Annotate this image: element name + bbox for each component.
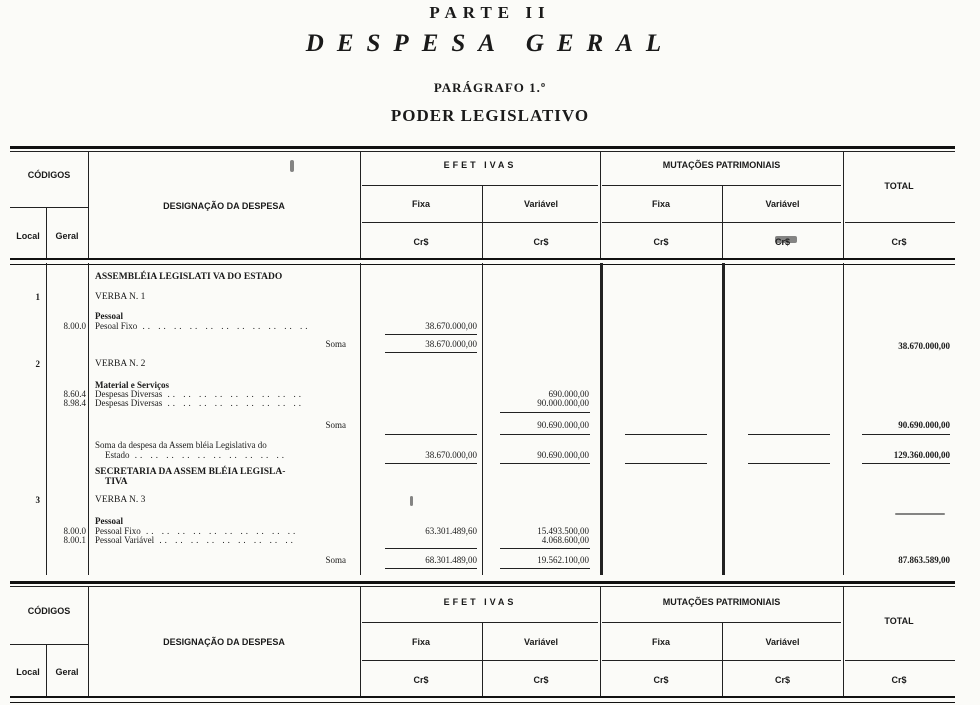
pessoal-fixo-code: 8.00.0 (63, 321, 86, 331)
pv3-code: 8.00.1 (63, 535, 86, 545)
pessoal-fixo-fixa: 38.670.000,00 (425, 321, 477, 331)
mutacoes-label: MUTAÇÕES PATRIMONIAIS (662, 160, 781, 170)
assembleia-heading: ASSEMBLÉIA LEGISLATI VA DO ESTADO (95, 272, 283, 282)
desp1-label: Despesas Diversas .. .. .. .. .. .. .. .. .. (95, 389, 304, 399)
currency-variavel: Cr$ (533, 237, 549, 247)
pf3-code: 8.00.0 (63, 526, 86, 536)
soma2-label: Soma (325, 420, 346, 430)
fixa-label: Fixa (411, 199, 430, 209)
fixa-label-2: Fixa (411, 637, 430, 647)
soma2-total: 90.690.000,00 (898, 420, 950, 430)
soma-assembleia-variavel: 90.690.000,00 (537, 450, 589, 460)
variavel-label-2: Variável (523, 637, 559, 647)
desp2-code: 8.98.4 (63, 398, 86, 408)
mut-fixa-label-2: Fixa (651, 637, 670, 647)
desp1-code: 8.60.4 (63, 389, 86, 399)
soma3-fixa: 68.301.489,00 (425, 555, 477, 565)
currency-mut-fixa-2: Cr$ (653, 675, 669, 685)
part-title: PARTE II (429, 3, 551, 22)
local-label-2: Local (16, 667, 40, 677)
efetivas-label-2: EFET IVAS (443, 597, 517, 607)
codigos-label-2: CÓDIGOS (27, 606, 71, 616)
paragraph-title: PARÁGRAFO 1.º (433, 80, 547, 95)
geral-label: Geral (55, 231, 79, 241)
scan-smudge (290, 160, 294, 172)
currency-fixa: Cr$ (413, 237, 429, 247)
efetivas-label: EFET IVAS (443, 160, 517, 170)
soma1-fixa: 38.670.000,00 (425, 339, 477, 349)
variavel-label: Variável (523, 199, 559, 209)
currency-mut-fixa: Cr$ (653, 237, 669, 247)
desp2-label: Despesas Diversas .. .. .. .. .. .. .. .. .. (95, 398, 304, 408)
pessoal-fixo-label: Pesoal Fixo .. .. .. .. .. .. .. .. .. .. .. (95, 321, 311, 331)
designacao-label: DESIGNAÇÃO DA DESPESA (163, 201, 285, 211)
geral-label-2: Geral (55, 667, 79, 677)
pf3-fixa: 63.301.489,60 (425, 526, 477, 536)
pv3-label: Pessoal Variável .. .. .. .. .. .. .. .. .. (95, 535, 296, 545)
mut-variavel-label: Variável (765, 199, 800, 209)
currency-fixa-2: Cr$ (413, 675, 429, 685)
verba2-local: 2 (35, 359, 40, 369)
total-label: TOTAL (884, 181, 914, 191)
soma1-total: 38.670.000,00 (898, 341, 950, 351)
verba3-local: 3 (35, 495, 40, 505)
secretaria-heading-line2: TIVA (105, 477, 128, 487)
verba1-local: 1 (35, 292, 40, 302)
scan-smudge (895, 513, 945, 515)
verba2-label: VERBA N. 2 (95, 359, 146, 369)
mut-fixa-label: Fixa (651, 199, 670, 209)
local-label: Local (16, 231, 40, 241)
currency-total: Cr$ (891, 237, 907, 247)
soma2-variavel: 90.690.000,00 (537, 420, 589, 430)
total-label-2: TOTAL (884, 616, 914, 626)
soma3-variavel: 19.562.100,00 (537, 555, 589, 565)
verba1-label: VERBA N. 1 (95, 292, 146, 302)
mut-variavel-label-2: Variável (765, 637, 800, 647)
secretaria-heading-line1: SECRETARIA DA ASSEM BLÉIA LEGISLA- (95, 467, 286, 477)
codigos-label: CÓDIGOS (27, 170, 71, 180)
mutacoes-label-2: MUTAÇÕES PATRIMONIAIS (662, 597, 781, 607)
soma1-label: Soma (325, 339, 346, 349)
soma-assembleia-line2: Estado .. .. .. .. .. .. .. .. .. .. (105, 450, 287, 460)
scan-smudge (775, 236, 797, 243)
pv3-variavel: 4.068.600,00 (541, 535, 589, 545)
currency-variavel-2: Cr$ (533, 675, 549, 685)
soma3-total: 87.863.589,00 (898, 555, 950, 565)
power-title: PODER LEGISLATIVO (390, 106, 590, 125)
verba3-label: VERBA N. 3 (95, 495, 146, 505)
designacao-label-2: DESIGNAÇÃO DA DESPESA (163, 637, 285, 647)
pf3-label: Pessoal Fixo .. .. .. .. .. .. .. .. .. .. (95, 526, 299, 536)
soma3-label: Soma (325, 555, 346, 565)
material-label: Material e Serviços (95, 380, 169, 390)
currency-total-2: Cr$ (891, 675, 907, 685)
desp2-variavel: 90.000.000,00 (537, 398, 589, 408)
pessoal3-label: Pessoal (95, 516, 123, 526)
scan-smudge (410, 496, 413, 506)
soma-assembleia-fixa: 38.670.000,00 (425, 450, 477, 460)
currency-mut-variavel-2: Cr$ (774, 675, 790, 685)
section-title: DESPESA GERAL (305, 30, 675, 57)
soma-assembleia-line1: Soma da despesa da Assem bléia Legislativa do (95, 440, 267, 450)
pessoal1-label: Pessoal (95, 311, 123, 321)
pf3-variavel: 15.493.500,00 (537, 526, 589, 536)
desp1-variavel: 690.000,00 (548, 389, 589, 399)
soma-assembleia-total: 129.360.000,00 (893, 450, 950, 460)
